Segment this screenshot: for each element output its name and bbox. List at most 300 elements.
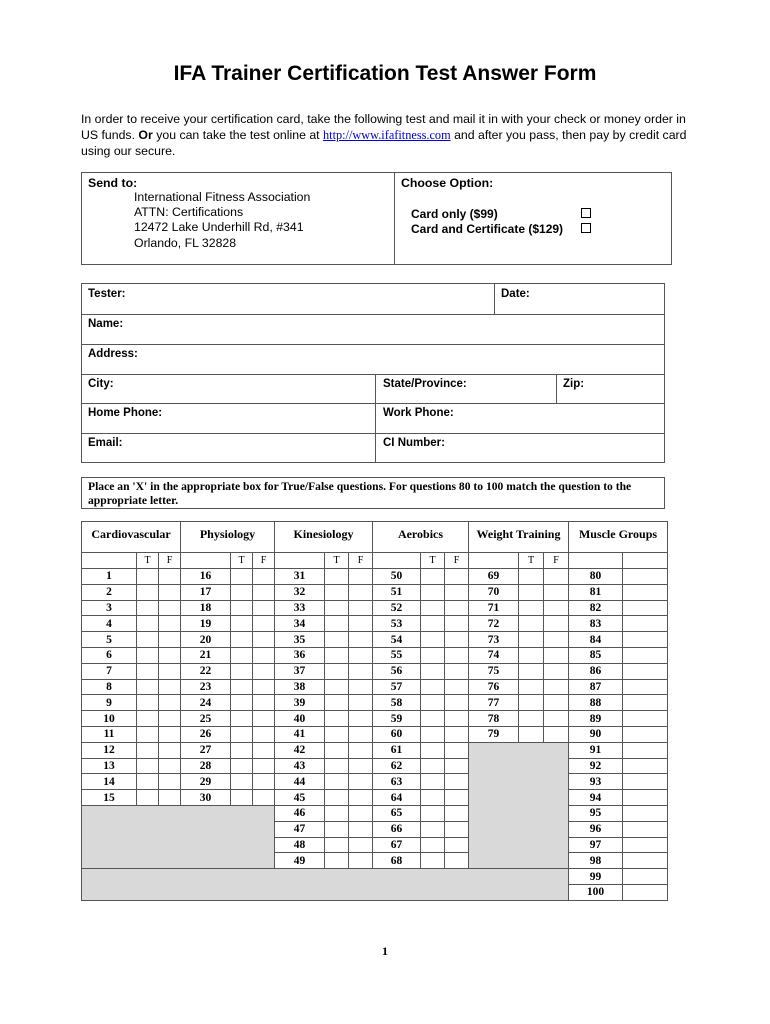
question-number: 94 — [569, 790, 623, 806]
true-answer-box[interactable] — [137, 632, 159, 648]
question-number: 86 — [569, 663, 623, 679]
true-answer-box[interactable] — [519, 726, 544, 742]
question-number: 85 — [569, 647, 623, 663]
true-answer-box[interactable] — [421, 632, 445, 648]
false-answer-box[interactable] — [445, 663, 469, 679]
true-column-label: T — [421, 553, 445, 569]
match-answer-box[interactable] — [623, 679, 668, 695]
question-number: 16 — [181, 569, 231, 585]
section-header: Cardiovascular — [82, 522, 181, 553]
false-column-label: F — [445, 553, 469, 569]
true-answer-box[interactable] — [231, 663, 253, 679]
question-number: 10 — [82, 711, 137, 727]
match-answer-box[interactable] — [623, 663, 668, 679]
table-row — [82, 663, 668, 679]
true-answer-box[interactable] — [137, 569, 159, 585]
false-answer-box[interactable] — [159, 695, 181, 711]
true-answer-box[interactable] — [231, 600, 253, 616]
table-row — [82, 569, 668, 585]
false-answer-box[interactable] — [445, 569, 469, 585]
true-answer-box[interactable] — [325, 726, 349, 742]
true-answer-box[interactable] — [231, 584, 253, 600]
question-number: 11 — [82, 726, 137, 742]
question-number: 6 — [82, 647, 137, 663]
true-answer-box[interactable] — [421, 726, 445, 742]
true-answer-box[interactable] — [137, 726, 159, 742]
false-answer-box[interactable] — [253, 679, 275, 695]
table-row — [82, 742, 668, 758]
true-answer-box[interactable] — [231, 742, 253, 758]
table-row — [82, 616, 668, 632]
false-answer-box[interactable] — [445, 742, 469, 758]
match-answer-box[interactable] — [623, 790, 668, 806]
question-number: 70 — [469, 584, 519, 600]
question-number: 87 — [569, 679, 623, 695]
question-number: 9 — [82, 695, 137, 711]
false-column-label: F — [253, 553, 275, 569]
true-answer-box[interactable] — [325, 695, 349, 711]
answer-grid — [81, 521, 668, 901]
question-number: 35 — [275, 632, 325, 648]
question-number: 78 — [469, 711, 519, 727]
home-phone-field[interactable]: Home Phone: — [88, 407, 163, 419]
true-answer-box[interactable] — [137, 600, 159, 616]
true-answer-box[interactable] — [519, 663, 544, 679]
false-answer-box[interactable] — [253, 632, 275, 648]
false-column-label: F — [544, 553, 569, 569]
false-answer-box[interactable] — [253, 758, 275, 774]
false-answer-box[interactable] — [349, 821, 373, 837]
false-answer-box[interactable] — [159, 711, 181, 727]
question-number: 92 — [569, 758, 623, 774]
false-answer-box[interactable] — [349, 790, 373, 806]
false-answer-box[interactable] — [544, 600, 569, 616]
false-answer-box[interactable] — [445, 600, 469, 616]
ifa-website-link[interactable]: http://www.ifafitness.com — [323, 128, 451, 142]
false-answer-box[interactable] — [159, 632, 181, 648]
match-answer-box[interactable] — [623, 821, 668, 837]
true-answer-box[interactable] — [519, 584, 544, 600]
question-number: 60 — [373, 726, 421, 742]
choose-option-label: Choose Option: — [401, 176, 494, 190]
question-number: 39 — [275, 695, 325, 711]
true-answer-box[interactable] — [421, 663, 445, 679]
false-answer-box[interactable] — [349, 805, 373, 821]
false-answer-box[interactable] — [544, 569, 569, 585]
true-answer-box[interactable] — [325, 821, 349, 837]
true-column-label: T — [137, 553, 159, 569]
true-column-label: T — [231, 553, 253, 569]
section-header: Aerobics — [373, 522, 469, 553]
question-number: 31 — [275, 569, 325, 585]
question-number: 97 — [569, 837, 623, 853]
question-number: 55 — [373, 647, 421, 663]
state-field[interactable]: State/Province: — [383, 378, 467, 390]
false-answer-box[interactable] — [445, 774, 469, 790]
question-number: 73 — [469, 632, 519, 648]
true-answer-box[interactable] — [421, 647, 445, 663]
question-number: 65 — [373, 805, 421, 821]
true-answer-box[interactable] — [231, 569, 253, 585]
question-number: 32 — [275, 584, 325, 600]
false-answer-box[interactable] — [445, 647, 469, 663]
question-number: 83 — [569, 616, 623, 632]
option-card-certificate: Card and Certificate ($129) — [411, 222, 564, 236]
false-answer-box[interactable] — [253, 584, 275, 600]
false-answer-box[interactable] — [159, 569, 181, 585]
true-answer-box[interactable] — [231, 726, 253, 742]
true-answer-box[interactable] — [325, 758, 349, 774]
false-answer-box[interactable] — [253, 616, 275, 632]
false-answer-box[interactable] — [544, 584, 569, 600]
question-number: 61 — [373, 742, 421, 758]
question-number: 66 — [373, 821, 421, 837]
true-answer-box[interactable] — [421, 821, 445, 837]
false-answer-box[interactable] — [159, 774, 181, 790]
false-answer-box[interactable] — [445, 837, 469, 853]
true-answer-box[interactable] — [137, 679, 159, 695]
address-line: ATTN: Certifications — [134, 205, 244, 220]
match-answer-box[interactable] — [623, 884, 668, 900]
false-answer-box[interactable] — [544, 679, 569, 695]
true-answer-box[interactable] — [137, 774, 159, 790]
true-answer-box[interactable] — [421, 616, 445, 632]
true-answer-box[interactable] — [519, 679, 544, 695]
false-answer-box[interactable] — [445, 632, 469, 648]
match-answer-box[interactable] — [623, 569, 668, 585]
true-answer-box[interactable] — [519, 711, 544, 727]
true-answer-box[interactable] — [231, 647, 253, 663]
intro-text-3: and after you pass, then pay by credit card using our secure. — [81, 128, 687, 158]
false-answer-box[interactable] — [349, 726, 373, 742]
false-column-label: F — [349, 553, 373, 569]
match-answer-box[interactable] — [623, 805, 668, 821]
question-number: 81 — [569, 584, 623, 600]
false-answer-box[interactable] — [349, 632, 373, 648]
true-answer-box[interactable] — [231, 616, 253, 632]
true-answer-box[interactable] — [519, 600, 544, 616]
false-answer-box[interactable] — [159, 679, 181, 695]
false-answer-box[interactable] — [349, 569, 373, 585]
false-answer-box[interactable] — [445, 758, 469, 774]
table-row — [82, 805, 668, 821]
question-number: 48 — [275, 837, 325, 853]
false-answer-box[interactable] — [349, 647, 373, 663]
question-number: 56 — [373, 663, 421, 679]
false-answer-box[interactable] — [445, 853, 469, 869]
question-number: 67 — [373, 837, 421, 853]
false-answer-box[interactable] — [159, 600, 181, 616]
true-answer-box[interactable] — [325, 584, 349, 600]
section-header: Muscle Groups — [569, 522, 668, 553]
false-answer-box[interactable] — [349, 758, 373, 774]
true-answer-box[interactable] — [519, 569, 544, 585]
true-answer-box[interactable] — [137, 647, 159, 663]
true-answer-box[interactable] — [519, 616, 544, 632]
false-answer-box[interactable] — [349, 853, 373, 869]
false-answer-box[interactable] — [253, 600, 275, 616]
match-answer-box[interactable] — [623, 695, 668, 711]
table-row — [82, 726, 668, 742]
true-answer-box[interactable] — [137, 758, 159, 774]
false-answer-box[interactable] — [445, 790, 469, 806]
false-answer-box[interactable] — [349, 742, 373, 758]
false-answer-box[interactable] — [253, 569, 275, 585]
false-answer-box[interactable] — [253, 711, 275, 727]
match-answer-box[interactable] — [623, 869, 668, 885]
question-number: 95 — [569, 805, 623, 821]
question-number: 84 — [569, 632, 623, 648]
question-number: 82 — [569, 600, 623, 616]
intro-or: Or — [138, 128, 153, 142]
true-answer-box[interactable] — [231, 711, 253, 727]
false-answer-box[interactable] — [349, 837, 373, 853]
false-answer-box[interactable] — [159, 742, 181, 758]
question-number: 77 — [469, 695, 519, 711]
form-title: IFA Trainer Certification Test Answer Form — [173, 62, 597, 85]
match-answer-box[interactable] — [623, 726, 668, 742]
grid-header-row — [82, 522, 668, 553]
true-answer-box[interactable] — [325, 632, 349, 648]
true-answer-box[interactable] — [421, 805, 445, 821]
false-answer-box[interactable] — [253, 647, 275, 663]
option-card-certificate-checkbox[interactable] — [581, 223, 591, 233]
false-answer-box[interactable] — [544, 663, 569, 679]
true-answer-box[interactable] — [325, 711, 349, 727]
tester-info-box — [81, 283, 665, 463]
question-number: 42 — [275, 742, 325, 758]
false-answer-box[interactable] — [159, 663, 181, 679]
true-answer-box[interactable] — [231, 695, 253, 711]
true-answer-box[interactable] — [231, 774, 253, 790]
question-number: 63 — [373, 774, 421, 790]
false-column-label: F — [159, 553, 181, 569]
true-answer-box[interactable] — [421, 569, 445, 585]
question-number: 53 — [373, 616, 421, 632]
true-answer-box[interactable] — [421, 758, 445, 774]
false-answer-box[interactable] — [349, 711, 373, 727]
true-answer-box[interactable] — [421, 695, 445, 711]
false-answer-box[interactable] — [544, 632, 569, 648]
empty-shaded-area — [469, 742, 569, 868]
question-number: 3 — [82, 600, 137, 616]
false-answer-box[interactable] — [253, 742, 275, 758]
question-number: 25 — [181, 711, 231, 727]
true-answer-box[interactable] — [325, 742, 349, 758]
false-answer-box[interactable] — [544, 695, 569, 711]
false-answer-box[interactable] — [253, 790, 275, 806]
true-answer-box[interactable] — [519, 647, 544, 663]
question-number: 22 — [181, 663, 231, 679]
false-answer-box[interactable] — [349, 663, 373, 679]
match-answer-box[interactable] — [623, 853, 668, 869]
true-answer-box[interactable] — [137, 711, 159, 727]
question-number: 90 — [569, 726, 623, 742]
true-answer-box[interactable] — [421, 790, 445, 806]
question-number: 28 — [181, 758, 231, 774]
question-number: 40 — [275, 711, 325, 727]
true-answer-box[interactable] — [325, 837, 349, 853]
question-number: 59 — [373, 711, 421, 727]
true-answer-box[interactable] — [325, 647, 349, 663]
true-answer-box[interactable] — [137, 695, 159, 711]
true-answer-box[interactable] — [325, 679, 349, 695]
match-answer-box[interactable] — [623, 758, 668, 774]
match-answer-box[interactable] — [623, 632, 668, 648]
question-number: 17 — [181, 584, 231, 600]
question-number: 12 — [82, 742, 137, 758]
question-number: 29 — [181, 774, 231, 790]
intro-paragraph — [81, 111, 691, 159]
true-answer-box[interactable] — [325, 569, 349, 585]
false-answer-box[interactable] — [159, 758, 181, 774]
false-answer-box[interactable] — [544, 647, 569, 663]
false-answer-box[interactable] — [349, 679, 373, 695]
question-number: 5 — [82, 632, 137, 648]
city-field[interactable]: City: — [88, 378, 114, 390]
name-field[interactable]: Name: — [88, 318, 124, 330]
true-answer-box[interactable] — [421, 774, 445, 790]
tf-spacer — [569, 553, 623, 569]
true-answer-box[interactable] — [325, 600, 349, 616]
true-answer-box[interactable] — [421, 600, 445, 616]
match-answer-box[interactable] — [623, 774, 668, 790]
question-number: 19 — [181, 616, 231, 632]
false-answer-box[interactable] — [445, 805, 469, 821]
true-answer-box[interactable] — [137, 663, 159, 679]
false-answer-box[interactable] — [544, 726, 569, 742]
email-field[interactable]: Email: — [88, 437, 123, 449]
match-answer-box[interactable] — [623, 584, 668, 600]
true-answer-box[interactable] — [519, 695, 544, 711]
false-answer-box[interactable] — [445, 821, 469, 837]
true-answer-box[interactable] — [325, 774, 349, 790]
false-answer-box[interactable] — [349, 600, 373, 616]
match-answer-box[interactable] — [623, 742, 668, 758]
match-answer-box[interactable] — [623, 600, 668, 616]
false-answer-box[interactable] — [544, 711, 569, 727]
true-answer-box[interactable] — [137, 742, 159, 758]
true-column-label: T — [519, 553, 544, 569]
true-answer-box[interactable] — [137, 584, 159, 600]
question-number: 38 — [275, 679, 325, 695]
question-number: 80 — [569, 569, 623, 585]
zip-field[interactable]: Zip: — [563, 378, 585, 390]
question-number: 23 — [181, 679, 231, 695]
false-answer-box[interactable] — [253, 695, 275, 711]
false-answer-box[interactable] — [445, 711, 469, 727]
true-answer-box[interactable] — [421, 742, 445, 758]
empty-shaded-area — [82, 805, 275, 868]
true-answer-box[interactable] — [325, 616, 349, 632]
table-row — [82, 679, 668, 695]
table-row — [82, 632, 668, 648]
false-answer-box[interactable] — [445, 679, 469, 695]
true-answer-box[interactable] — [421, 837, 445, 853]
question-number: 18 — [181, 600, 231, 616]
address-field[interactable]: Address: — [88, 348, 138, 360]
false-answer-box[interactable] — [253, 774, 275, 790]
true-answer-box[interactable] — [231, 758, 253, 774]
section-header: Physiology — [181, 522, 275, 553]
false-answer-box[interactable] — [349, 695, 373, 711]
match-answer-box[interactable] — [623, 711, 668, 727]
table-row — [82, 758, 668, 774]
false-answer-box[interactable] — [544, 616, 569, 632]
false-answer-box[interactable] — [445, 616, 469, 632]
tester-field[interactable]: Tester: — [88, 288, 126, 300]
question-number: 68 — [373, 853, 421, 869]
question-number: 20 — [181, 632, 231, 648]
false-answer-box[interactable] — [159, 726, 181, 742]
question-number: 79 — [469, 726, 519, 742]
false-answer-box[interactable] — [159, 647, 181, 663]
false-answer-box[interactable] — [159, 790, 181, 806]
false-answer-box[interactable] — [349, 584, 373, 600]
false-answer-box[interactable] — [349, 774, 373, 790]
false-answer-box[interactable] — [445, 726, 469, 742]
question-number: 75 — [469, 663, 519, 679]
false-answer-box[interactable] — [253, 663, 275, 679]
section-header: Kinesiology — [275, 522, 373, 553]
question-number: 37 — [275, 663, 325, 679]
true-answer-box[interactable] — [421, 853, 445, 869]
question-number: 76 — [469, 679, 519, 695]
ci-number-field[interactable]: CI Number: — [383, 437, 445, 449]
question-number: 71 — [469, 600, 519, 616]
match-answer-box[interactable] — [623, 647, 668, 663]
instructions-box — [81, 477, 665, 509]
question-number: 54 — [373, 632, 421, 648]
true-answer-box[interactable] — [519, 632, 544, 648]
true-answer-box[interactable] — [231, 679, 253, 695]
true-answer-box[interactable] — [421, 679, 445, 695]
question-number: 89 — [569, 711, 623, 727]
work-phone-field[interactable]: Work Phone: — [383, 407, 454, 419]
true-answer-box[interactable] — [421, 584, 445, 600]
option-card-only-checkbox[interactable] — [581, 208, 591, 218]
true-answer-box[interactable] — [325, 853, 349, 869]
true-answer-box[interactable] — [325, 663, 349, 679]
date-field[interactable]: Date: — [501, 288, 530, 300]
true-answer-box[interactable] — [231, 632, 253, 648]
question-number: 14 — [82, 774, 137, 790]
match-answer-box[interactable] — [623, 837, 668, 853]
false-answer-box[interactable] — [159, 616, 181, 632]
false-answer-box[interactable] — [349, 616, 373, 632]
question-number: 21 — [181, 647, 231, 663]
false-answer-box[interactable] — [253, 726, 275, 742]
true-answer-box[interactable] — [325, 805, 349, 821]
false-answer-box[interactable] — [445, 695, 469, 711]
true-answer-box[interactable] — [137, 790, 159, 806]
question-number: 13 — [82, 758, 137, 774]
true-answer-box[interactable] — [137, 616, 159, 632]
tf-spacer — [82, 553, 137, 569]
true-answer-box[interactable] — [421, 711, 445, 727]
question-number: 74 — [469, 647, 519, 663]
question-number: 27 — [181, 742, 231, 758]
question-number: 4 — [82, 616, 137, 632]
true-answer-box[interactable] — [231, 790, 253, 806]
question-number: 8 — [82, 679, 137, 695]
false-answer-box[interactable] — [159, 584, 181, 600]
send-to-address — [134, 190, 310, 251]
true-answer-box[interactable] — [325, 790, 349, 806]
match-answer-box[interactable] — [623, 616, 668, 632]
false-answer-box[interactable] — [445, 584, 469, 600]
table-row — [82, 790, 668, 806]
